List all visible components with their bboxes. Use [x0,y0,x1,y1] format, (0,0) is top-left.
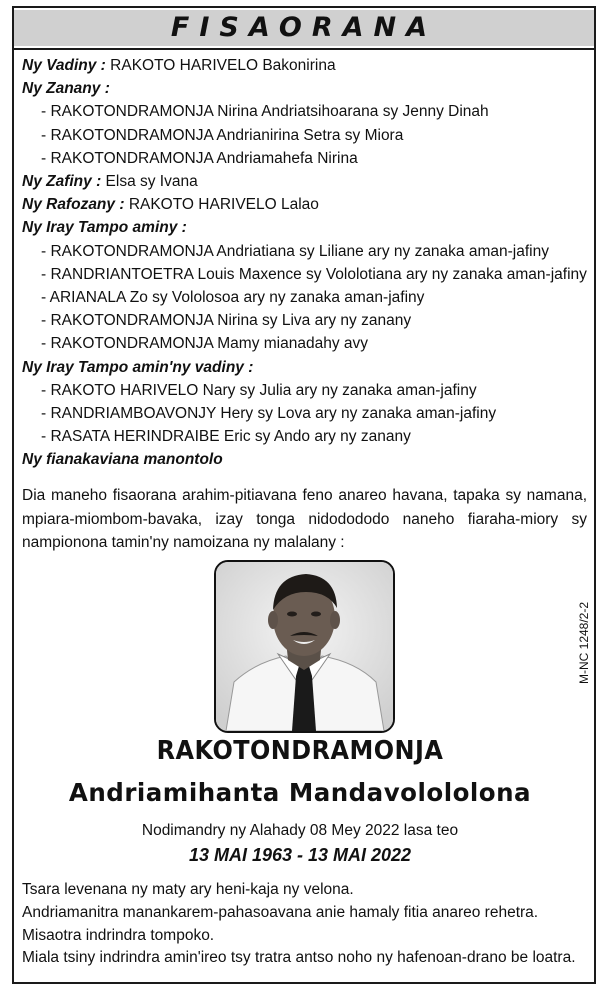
family-line-siblings [22,216,590,239]
divider [14,48,594,50]
reference-code [574,596,596,696]
list-item: - RAKOTO HARIVELO Nary sy Julia ary ny zanaka aman-jafiny [41,381,477,399]
family-label: Ny Iray Tampo amin'ny vadiny : [22,358,254,376]
list-item: - RAKOTONDRAMONJA Nirina Andriatsihoarana sy Jenny Dinah [41,103,489,121]
family-line-children [22,77,590,100]
family-line-grandchildren [22,170,590,193]
portrait-photo [214,560,395,733]
list-item: - RASATA HERINDRAIBE Eric sy Ando ary ny zanany [41,428,411,446]
title-banner [14,10,594,46]
family-label: Ny Rafozany : [22,196,125,214]
family-label: Ny Zafiny : [22,173,102,191]
thanks-paragraph: Dia maneho fisaorana arahim-pitiavana feno anareo havana, tapaka sy namana, mpiara-miombom-bavaka, izay tonga nidodododo naneho fiaraha-miory sy nampionona tamin'ny namoizana ny malalany : [22,487,587,551]
deceased-given-names: Andriamihanta Mandavolololona [68,778,532,807]
family-list [22,54,590,472]
family-text: RAKOTO HARIVELO Bakonirina [110,57,336,74]
notice-title: FISAORANA [170,12,438,43]
family-text: RAKOTO HARIVELO Lalao [128,196,319,214]
family-label: Ny Zanany : [22,80,110,98]
list-item: - RANDRIANTOETRA Louis Maxence sy Vololotiana ary ny zanaka aman-jafiny [41,265,587,283]
closing-lines [22,879,592,970]
life-dates: 13 MAI 1963 - 13 MAI 2022 [188,845,412,865]
list-item: - RAKOTONDRAMONJA Andriamahefa Nirina [41,149,358,167]
closing-line: Miala tsiny indrindra amin'ireo tsy tratra antso noho ny hafenoan-drano be loatra. [22,949,576,967]
family-label: Ny Vadiny : [22,57,106,74]
family-text: Elsa sy Ivana [105,173,198,191]
death-notice: Nodimandry ny Alahady 08 Mey 2022 lasa teo [141,822,459,839]
family-label: Ny Iray Tampo aminy : [22,219,187,237]
closing-line: Andriamanitra manankarem-pahasoavana anie hamaly fitia anareo rehetra. [22,903,539,921]
list-item: - ARIANALA Zo sy Vololosoa ary ny zanaka aman-jafiny [41,289,425,307]
list-item: - RANDRIAMBOAVONJY Hery sy Lova ary ny zanaka aman-jafiny [41,405,497,423]
list-item: - RAKOTONDRAMONJA Mamy mianadahy avy [41,335,369,353]
family-line-spouse [22,54,590,77]
list-item: - RAKOTONDRAMONJA Andrianirina Setra sy Miora [41,126,404,144]
closing-line: Tsara levenana ny maty ary heni-kaja ny velona. [22,881,354,898]
deceased-surname: RAKOTONDRAMONJA [156,736,444,766]
family-line-whole-family [22,448,590,471]
reference-code-text: M-NC 1248/2-2 [577,601,591,685]
family-label: Ny fianakaviana manontolo [22,451,223,469]
family-line-in-laws [22,193,590,216]
list-item: - RAKOTONDRAMONJA Nirina sy Liva ary ny zanany [41,312,412,330]
list-item: - RAKOTONDRAMONJA Andriatiana sy Liliane ary ny zanaka aman-jafiny [41,242,549,260]
family-line-spouse-siblings [22,356,590,379]
portrait-illustration [216,562,393,731]
closing-line: Misaotra indrindra tompoko. [22,926,215,944]
